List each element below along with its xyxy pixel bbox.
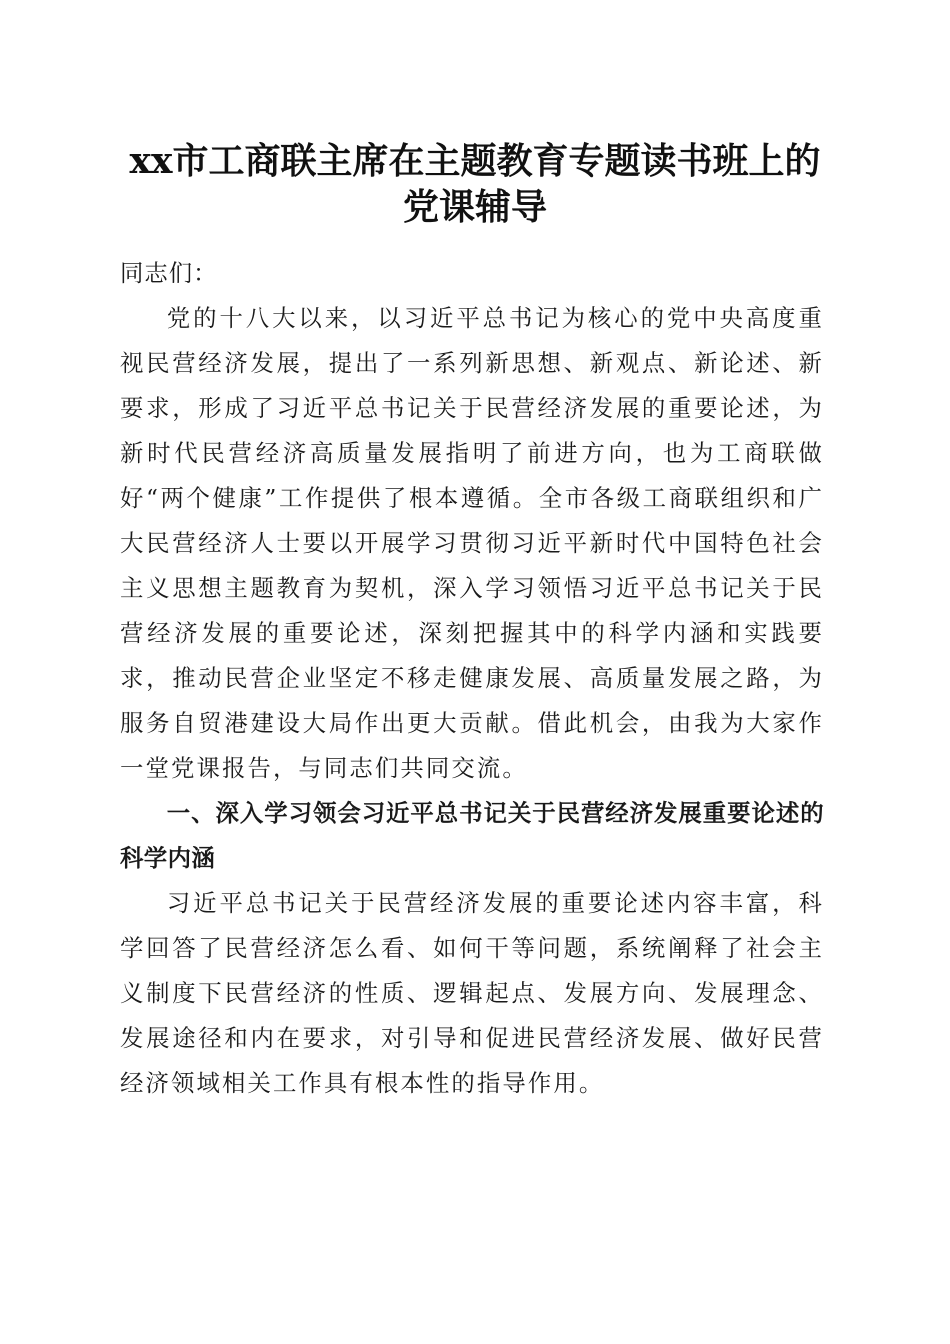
document-title: [100, 138, 850, 230]
paragraph-section-1: 习近平总书记关于民营经济发展的重要论述内容丰富，科学回答了民营经济怎么看、如何干等问题，系统阐释了社会主义制度下民营经济的性质、逻辑起点、发展方向、发展理念、发展途径和内在要求，对引导和促进民营经济发展、做好民营经济领域相关工作具有根本性的指导作用。: [120, 889, 824, 1097]
document-body: [120, 251, 824, 1106]
title-line-1: xx市工商联主席在主题教育专题读书班上的: [129, 140, 821, 182]
paragraph-intro: 党的十八大以来，以习近平总书记为核心的党中央高度重视民营经济发展，提出了一系列新思想、新观点、新论述、新要求，形成了习近平总书记关于民营经济发展的重要论述，为新时代民营经济高质量发展指明了前进方向，也为工商联做好“两个健康”工作提供了根本遵循。全市各级工商联组织和广大民营经济人士要以开展学习贯彻习近平新时代中国特色社会主义思想主题教育为契机，深入学习领悟习近平总书记关于民营经济发展的重要论述，深刻把握其中的科学内涵和实践要求，推动民营企业坚定不移走健康发展、高质量发展之路，为服务自贸港建设大局作出更大贡献。借此机会，由我为大家作一堂党课报告，与同志们共同交流。: [120, 304, 824, 782]
section-heading-1: 一、深入学习领会习近平总书记关于民营经济发展重要论述的科学内涵: [120, 799, 824, 872]
salutation: 同志们：: [120, 259, 218, 287]
title-line-2: 党课辅导: [402, 186, 547, 228]
